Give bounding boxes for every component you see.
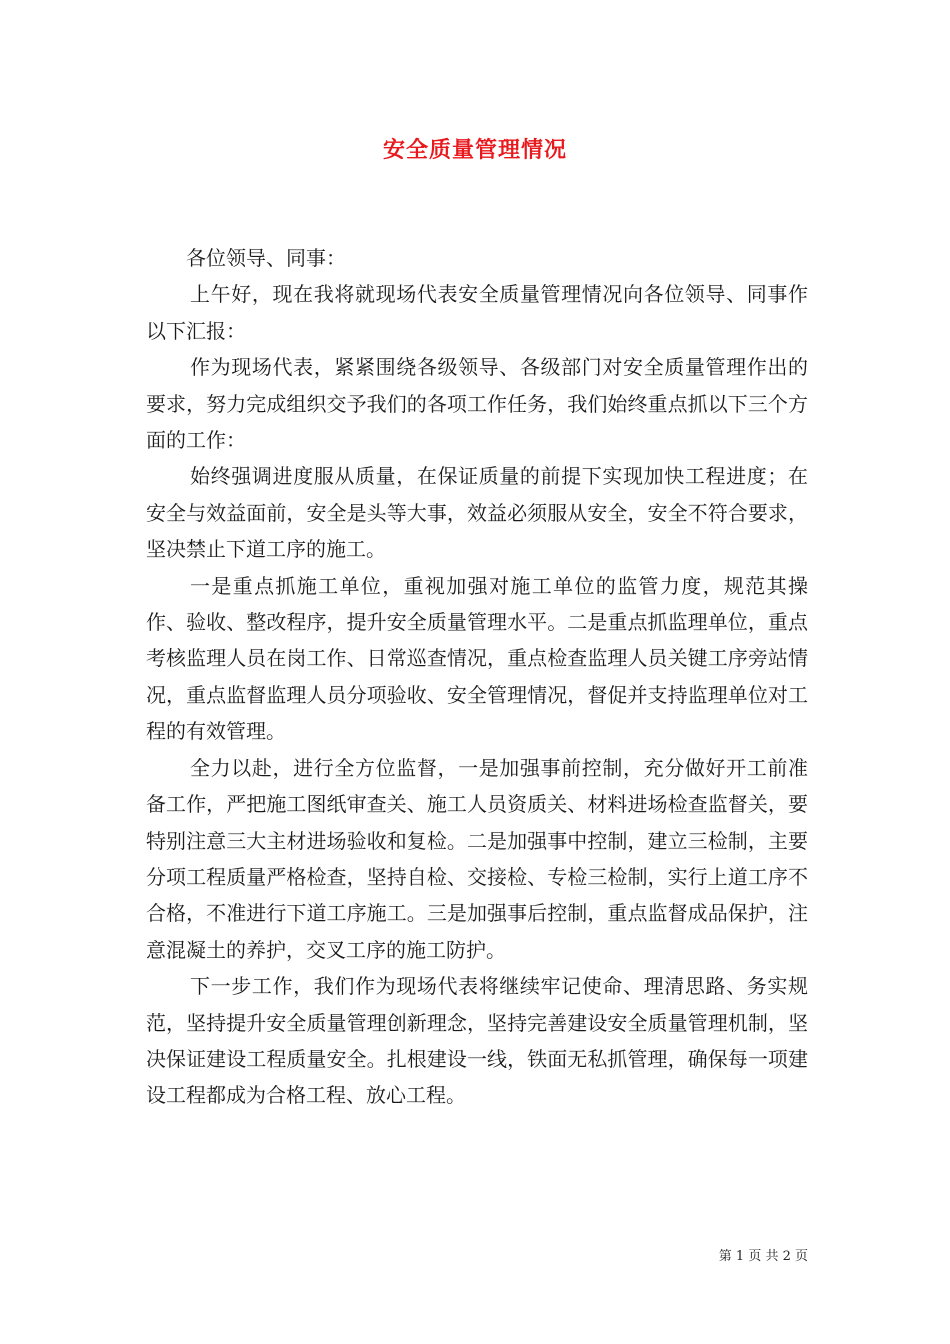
paragraph-supervision-units: 一是重点抓施工单位，重视加强对施工单位的监管力度，规范其操作、验收、整改程序，提升安全质量管理水平。二是重点抓监理单位，重点考核监理人员在岗工作、日常巡查情况，重点检查监理人员关键工序旁站情况，重点监督监理人员分项验收、安全管理情况，督促并支持监理单位对工程的有效管理。 <box>146 573 808 744</box>
paragraph-greeting: 上午好，现在我将就现场代表安全质量管理情况向各位领导、同事作以下汇报： <box>146 282 808 343</box>
paragraph-full-supervision: 全力以赴，进行全方位监督，一是加强事前控制，充分做好开工前准备工作，严把施工图纸审查关、施工人员资质关、材料进场检查监督关，要特别注意三大主材进场验收和复检。二是加强事中控制，建立三检制，主要分项工程质量严格检查，坚持自检、交接检、专检三检制，实行上道工序不合格，不准进行下道工序施工。三是加强事后控制，重点监督成品保护，注意混凝土的养护，交叉工序的施工防护。 <box>146 755 808 962</box>
page-number-footer: 第 1 页 共 2 页 <box>718 1249 808 1264</box>
paragraph-intro: 作为现场代表，紧紧围绕各级领导、各级部门对安全质量管理作出的要求，努力完成组织交予我们的各项工作任务，我们始终重点抓以下三个方面的工作： <box>146 355 808 453</box>
document-body <box>146 240 808 1114</box>
document-title: 安全质量管理情况 <box>382 137 567 163</box>
paragraph-principle: 始终强调进度服从质量，在保证质量的前提下实现加快工程进度；在安全与效益面前，安全是头等大事，效益必须服从安全，安全不符合要求，坚决禁止下道工序的施工。 <box>146 464 808 562</box>
paragraph-next-steps: 下一步工作，我们作为现场代表将继续牢记使命、理清思路、务实规范，坚持提升安全质量管理创新理念，坚持完善建设安全质量管理机制，坚决保证建设工程质量安全。扎根建设一线，铁面无私抓管理，确保每一项建设工程都成为合格工程、放心工程。 <box>146 974 808 1108</box>
salutation: 各位领导、同事： <box>186 246 346 270</box>
